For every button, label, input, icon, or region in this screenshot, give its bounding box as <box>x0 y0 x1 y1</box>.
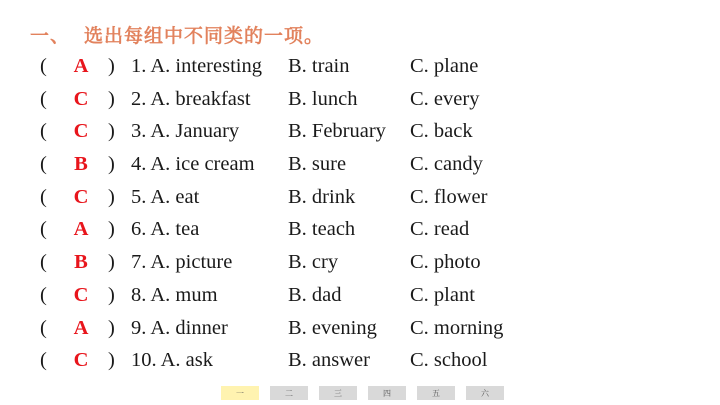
question-row <box>0 84 720 117</box>
left-paren: ( <box>40 283 47 306</box>
option-a: 5. A. eat <box>131 185 200 208</box>
answer-letter: B <box>74 153 88 176</box>
option-c: C. photo <box>410 251 481 274</box>
option-a: 8. A. mum <box>131 283 218 306</box>
left-paren: ( <box>40 87 47 110</box>
option-b: B. sure <box>288 153 347 176</box>
option-a: 4. A. ice cream <box>131 153 255 176</box>
option-a: 9. A. dinner <box>131 316 228 339</box>
option-b: B. lunch <box>288 87 358 110</box>
option-b: B. dad <box>288 283 342 306</box>
nav-tab[interactable]: 四 <box>368 386 406 400</box>
right-paren: ) <box>108 87 115 110</box>
left-paren: ( <box>40 55 47 77</box>
section-instruction: 选出每组中不同类的一项。 <box>84 25 325 47</box>
left-paren: ( <box>40 185 47 208</box>
option-a: 6. A. tea <box>131 218 200 241</box>
answer-letter: A <box>73 55 89 77</box>
option-c: C. morning <box>410 316 504 339</box>
option-c: C. every <box>410 87 480 110</box>
option-b: B. teach <box>288 218 356 241</box>
answer-letter: C <box>73 87 89 110</box>
question-row <box>0 182 720 215</box>
option-b: B. train <box>288 55 350 77</box>
left-paren: ( <box>40 120 47 143</box>
question-row <box>0 313 720 346</box>
right-paren: ) <box>108 55 115 77</box>
right-paren: ) <box>108 349 115 372</box>
option-b: B. February <box>288 120 386 143</box>
option-b: B. drink <box>288 185 356 208</box>
nav-tab[interactable]: 三 <box>319 386 357 400</box>
right-paren: ) <box>108 120 115 143</box>
right-paren: ) <box>108 283 115 306</box>
question-row <box>0 345 720 378</box>
question-row <box>0 149 720 182</box>
option-c: C. plane <box>410 55 479 77</box>
left-paren: ( <box>40 349 47 372</box>
nav-tab[interactable]: 一 <box>221 386 259 400</box>
answer-letter: B <box>74 251 88 274</box>
question-row <box>0 280 720 313</box>
option-b: B. answer <box>288 349 370 372</box>
option-c: C. back <box>410 120 473 143</box>
left-paren: ( <box>40 153 47 176</box>
option-a: 1. A. interesting <box>131 55 262 77</box>
right-paren: ) <box>108 218 115 241</box>
left-paren: ( <box>40 218 47 241</box>
nav-tab[interactable]: 五 <box>417 386 455 400</box>
nav-tab[interactable]: 六 <box>466 386 504 400</box>
page-nav <box>221 386 504 400</box>
option-b: B. evening <box>288 316 377 339</box>
right-paren: ) <box>108 185 115 208</box>
section-heading <box>30 21 324 48</box>
option-c: C. candy <box>410 153 483 176</box>
option-a: 10. A. ask <box>131 349 213 372</box>
question-list <box>0 51 720 378</box>
question-row <box>0 214 720 247</box>
answer-letter: C <box>73 120 89 143</box>
option-c: C. flower <box>410 185 488 208</box>
answer-letter: C <box>73 185 89 208</box>
question-row <box>0 116 720 149</box>
right-paren: ) <box>108 316 115 339</box>
right-paren: ) <box>108 251 115 274</box>
option-a: 7. A. picture <box>131 251 233 274</box>
option-c: C. plant <box>410 283 475 306</box>
left-paren: ( <box>40 316 47 339</box>
question-row <box>0 51 720 84</box>
option-a: 3. A. January <box>131 120 240 143</box>
left-paren: ( <box>40 251 47 274</box>
nav-tab[interactable]: 二 <box>270 386 308 400</box>
option-a: 2. A. breakfast <box>131 87 251 110</box>
option-c: C. school <box>410 349 488 372</box>
question-row <box>0 247 720 280</box>
answer-letter: C <box>73 283 89 306</box>
section-number: 一、 <box>30 25 71 47</box>
answer-letter: A <box>73 316 89 339</box>
answer-letter: C <box>73 349 89 372</box>
option-c: C. read <box>410 218 470 241</box>
option-b: B. cry <box>288 251 339 274</box>
right-paren: ) <box>108 153 115 176</box>
answer-letter: A <box>73 218 89 241</box>
